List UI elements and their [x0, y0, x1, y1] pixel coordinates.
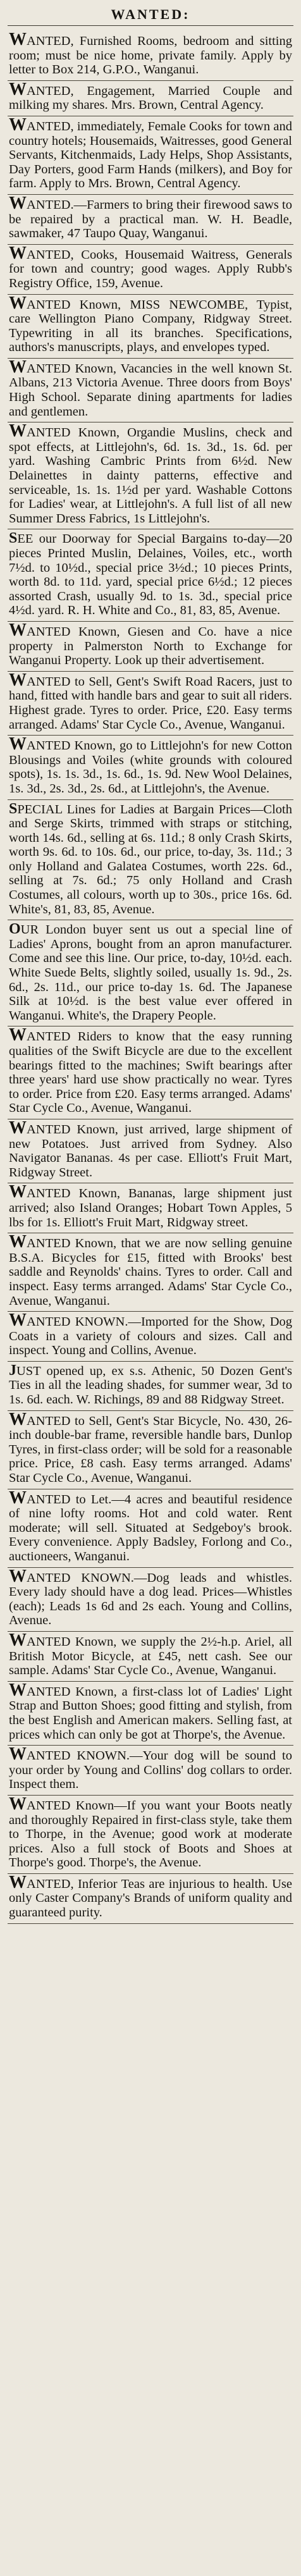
- advert-text: ANTED Known, just arrived, large shipment of new Potatoes. Just arrived from Sydney. Also Navigator Bananas. 4s per case. Elliott's Fruit Mart, Ridgway Street.: [9, 1122, 292, 1180]
- advert-initial: W: [9, 293, 27, 313]
- advert: [8, 116, 293, 195]
- advert-initial: W: [9, 1232, 27, 1252]
- advert-text: ANTED Known, Organdie Muslins, check and spot effects, at Littlejohn's, 6d. 1s. 3d., 1s. 6d. per yard. Washing Cambric Prints from 6½d. New Delainettes in dainty patterns, effective and serviceable, 1s. 1s. 1½d per yard. Washable Cottons for Ladies' wear, at Littlejohn's. A full list of all new Summer Dress Fabrics, 1s Littlejohn's.: [9, 426, 292, 526]
- advert-text: ANTED KNOWN.—Imported for the Show, Dog Coats in a variety of colours and sizes. Call and inspect. Young and Collins, Avenue.: [9, 1315, 292, 1358]
- advert-initial: W: [9, 670, 27, 690]
- advert-initial: W: [9, 1025, 27, 1045]
- advert: [8, 1362, 293, 1411]
- advert-text: ANTED, Engagement, Married Couple and milking my shares. Mrs. Brown, Central Agency.: [9, 83, 292, 113]
- advert: [8, 529, 293, 622]
- advert: [8, 1312, 293, 1362]
- advert-list: [8, 31, 293, 1924]
- advert: [8, 672, 293, 736]
- advert-text: ANTED Known—If you want your Boots neatly and thoroughly Repaired in first-class style, take them to Thorpe, in the Avenue; good work at moderate prices. Also a full stock of Boots and Shoes at Thorpe's good. Thorpe's, the Avenue.: [9, 1798, 292, 1870]
- advert-initial: W: [9, 357, 27, 377]
- advert-initial: W: [9, 1630, 27, 1650]
- advert-initial: J: [9, 1362, 16, 1379]
- advert-text: PECIAL Lines for Ladies at Bargain Prices—Cloth and Serge Skirts, trimmed with straps or stitching, worth 14s. 6d., selling at 6s. 11d.; 8 only Crash Skirts, worth 9s. 6d. to 10s. 6d., our price, to-day, 3s. 11d.; 3 only Holland and Galatea Costumes, worth 22s. 6d., selling at 7s. 6d.; 75 only Holland and Crash Costumes, all colours, worth up to 30s., price 16s. 6d. White's, 81, 83, 85, Avenue.: [9, 802, 292, 916]
- advert-text: ANTED Known, Giesen and Co. have a nice property in Palmerston North to Exchange for Wanganui Property. Look up their advertisement.: [9, 624, 292, 668]
- section-heading: WANTED:: [8, 6, 293, 26]
- advert-initial: W: [9, 1566, 27, 1586]
- advert-initial: W: [9, 30, 27, 49]
- advert-text: ANTED, Furnished Rooms, bedroom and sitting room; must be nice home, private family. Apply by letter to Box 214, G.P.O., Wanganui.: [9, 34, 292, 77]
- advert-initial: W: [9, 1310, 27, 1331]
- advert-text: UST opened up, ex s.s. Athenic, 50 Dozen Gent's Ties in all the leading shades, for summer wear, 3d to 1s. 6d. each. W. Richings, 89 and 88 Ridgway Street.: [9, 1364, 292, 1407]
- advert: [8, 920, 293, 1026]
- advert-initial: O: [9, 921, 21, 938]
- advert: [8, 736, 293, 799]
- advert-text: ANTED KNOWN.—Dog leads and whistles. Every lady should have a dog lead. Prices—Whistles (each); Leads 1s 6d and 2s each. Young and Collins, Avenue.: [9, 1570, 292, 1628]
- advert-initial: W: [9, 1872, 27, 1892]
- advert-initial: W: [9, 1794, 27, 1814]
- advert-text: ANTED, immediately, Female Cooks for town and country hotels; Housemaids, Waitresses, good General Servants, Kitchenmaids, Lady Helps, Shop Assistants, Day Porters, good Farm Hands (milkers), and Boy for farm. Apply to Mrs. Brown, Central Agency.: [9, 119, 292, 191]
- advert-text: ANTED.—Farmers to bring their firewood saws to be repaired by a practical man. W. H. Beadle, sawmaker, 47 Taupo Quay, Wanganui.: [9, 197, 292, 241]
- advert-text: ANTED Known, MISS NEWCOMBE, Typist, care Wellington Piano Company, Ridgway Street. Typewriting in all its branches. Specifications, authors's manuscripts, plays, and envelopes typed.: [9, 297, 292, 355]
- advert: [8, 1796, 293, 1874]
- advert-text: ANTED Known, Vacancies in the well known St. Albans, 213 Victoria Avenue. Three doors from Boys' High School. Separate dining apartments for ladies and gentlemen.: [9, 361, 292, 419]
- advert: [8, 800, 293, 921]
- advert-initial: W: [9, 1118, 27, 1138]
- advert-text: EE our Doorway for Special Bargains to-day—20 pieces Printed Muslin, Delaines, Voiles, etc., worth 7½d. to 10½d., special price 3½d.; 10 pieces Prints, worth 8d. to 11d. yard, special price 6½d.; 12 pieces assorted Crash, usually 9d. to 1s. 3d., special price 4½d. yard. R. H. White and Co., 81, 83, 85, Avenue.: [9, 532, 292, 618]
- advert-initial: W: [9, 1182, 27, 1202]
- advert: [8, 1026, 293, 1119]
- advert-initial: S: [9, 800, 18, 817]
- advert-text: ANTED to Let.—4 acres and beautiful residence of nine lofty rooms. Hot and cold water. Rent moderate; will sell. Situated at Sedgeboy's brook. Every convenience. Apply Badsley, Forlong and Co., auctioneers, Wanganui.: [9, 1492, 292, 1563]
- advert-text: UR London buyer sent us out a special line of Ladies' Aprons, bought from an apron manufacturer. Come and see this line. Our price, to-day, 10½d. each. White Suede Belts, slightly soiled, usually 1s. 9d., 2s. 6d., 2s. 11d., our price to-day 1s. 6d. The Japanese Silk at 10½d. is the best value ever offered in Wanganui. White's, the Drapery People.: [9, 923, 292, 1023]
- advert-initial: W: [9, 193, 27, 213]
- advert-initial: W: [9, 243, 27, 263]
- advert-initial: W: [9, 1488, 27, 1508]
- advert: [8, 1233, 293, 1312]
- advert-initial: W: [9, 114, 27, 135]
- advert-initial: W: [9, 1680, 27, 1700]
- advert: [8, 1489, 293, 1568]
- advert-initial: W: [9, 1744, 27, 1765]
- advert: [8, 1411, 293, 1489]
- advert: [8, 1568, 293, 1632]
- advert: [8, 81, 293, 116]
- advert-text: ANTED Known, a first-class lot of Ladies' Light Strap and Button Shoes; good fitting and stylish, from the best English and American makers. Selling fast, at prices which can only be got at Thorpe's, the Avenue.: [9, 1684, 292, 1742]
- advert: [8, 1183, 293, 1233]
- advert: [8, 195, 293, 245]
- advert: [8, 1746, 293, 1796]
- advert: [8, 1632, 293, 1682]
- advert-text: ANTED Known, go to Littlejohn's for new Cotton Blousings and Voiles (white grounds with coloured spots), 1s. 1s. 3d., 1s. 6d., 1s. 9d. New Wool Delaines, 1s. 3d., 2s. 3d., 2s. 6d., at Littlejohn's, the Avenue.: [9, 739, 292, 796]
- advert-initial: W: [9, 734, 27, 755]
- advert: [8, 245, 293, 295]
- advert: [8, 422, 293, 529]
- advert-text: ANTED, Inferior Teas are injurious to health. Use only Caster Company's Brands of uniform quality and guaranteed purity.: [9, 1877, 292, 1920]
- advert-initial: S: [9, 530, 18, 547]
- advert-initial: W: [9, 1409, 27, 1429]
- advert-initial: W: [9, 421, 27, 441]
- advert-initial: W: [9, 620, 27, 640]
- advert: [8, 295, 293, 359]
- advert-text: ANTED to Sell, Gent's Star Bicycle, No. 430, 26-inch double-bar frame, reversible handle bars, Dunlop Tyres, in first-class order; will be sold for a reasonable price. Price, £8 cash. Easy terms arranged. Adams' Star Cycle Co., Avenue, Wanganui.: [9, 1414, 292, 1486]
- advert-text: ANTED Known, we supply the 2½-h.p. Ariel, all British Motor Bicycle, at £45, nett cash. See our sample. Adams' Star Cycle Co., Avenue, Wanganui.: [9, 1634, 292, 1678]
- advert: [8, 359, 293, 422]
- advert-text: ANTED KNOWN.—Your dog will be sound to your order by Young and Collins' dog collars to order. Inspect them.: [9, 1749, 292, 1792]
- advert-text: ANTED Known, that we are now selling genuine B.S.A. Bicycles for £15, fitted with Brooks' best saddle and Reynolds' chains. Tyres to order. Call and inspect. Easy terms arranged. Adams' Star Cycle Co., Avenue, Wanganui.: [9, 1236, 292, 1308]
- advert: [8, 1119, 293, 1183]
- advert-text: ANTED Known, Bananas, large shipment just arrived; also Island Oranges; Hobart Town Apples, 5 lbs for 1s. Elliott's Fruit Mart, Ridgway street.: [9, 1186, 292, 1229]
- advert-initial: W: [9, 79, 27, 99]
- advert: [8, 31, 293, 81]
- advert-text: ANTED Riders to know that the easy running qualities of the Swift Bicycle are due to the excellent bearings fitted to the machines; Swift bearings after three years' hard use show practically no wear. Tyres to order. Price from £20. Easy terms arranged. Adams' Star Cycle Co., Avenue, Wanganui.: [9, 1030, 292, 1116]
- advert-text: ANTED to Sell, Gent's Swift Road Racers, just to hand, fitted with handle bars and gear to suit all riders. Highest grade. Tyres to order. Price, £20. Easy terms arranged. Adams' Star Cycle Co., Avenue, Wanganui.: [9, 674, 292, 732]
- advert: [8, 622, 293, 672]
- advert: [8, 1682, 293, 1746]
- advert-text: ANTED, Cooks, Housemaid Waitress, Generals for town and country; good wages. Apply Rubb's Registry Office, 159, Avenue.: [9, 247, 292, 290]
- advert: [8, 1874, 293, 1924]
